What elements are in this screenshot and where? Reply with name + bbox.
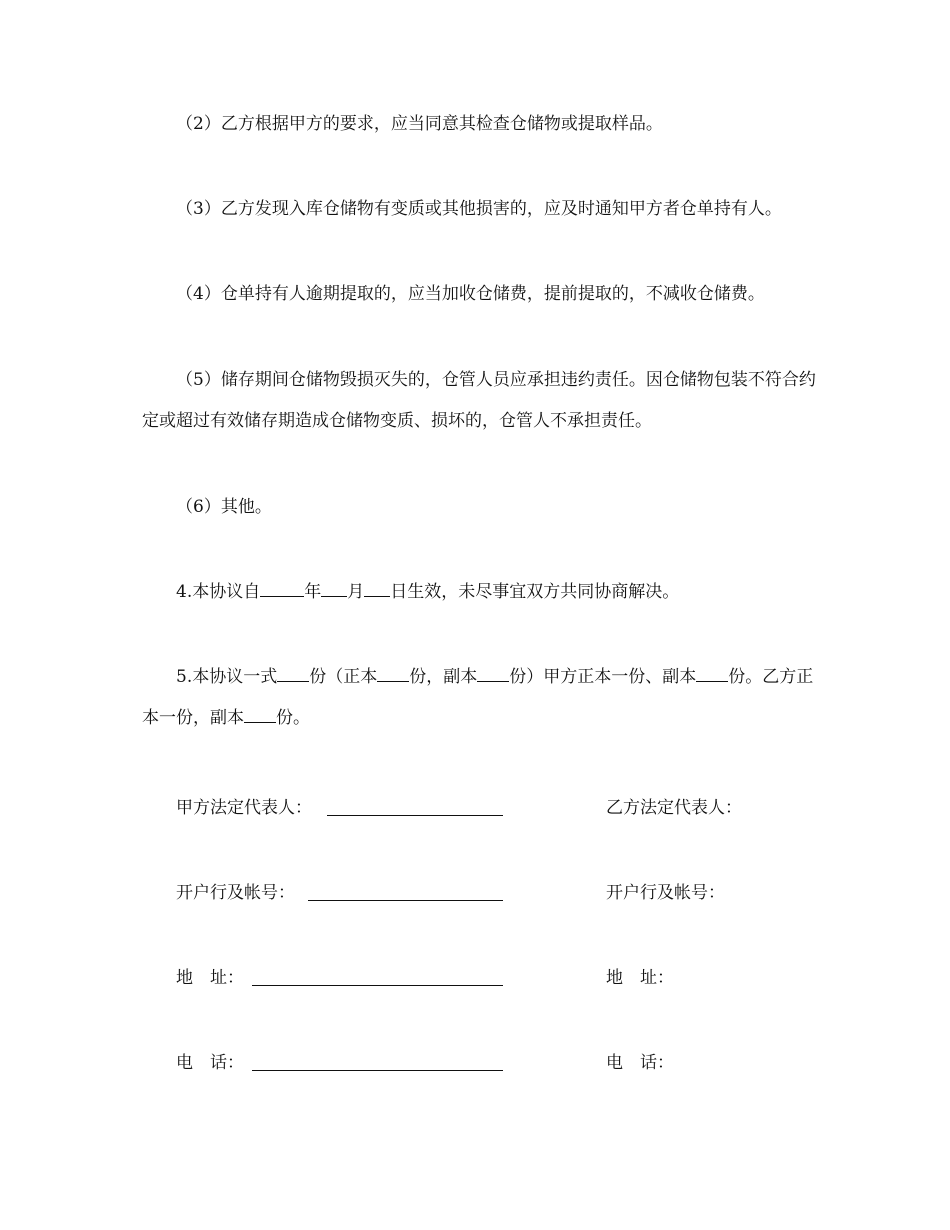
article-5-part6: 份。 [276, 708, 310, 728]
party-a-address-label: 地 址： [176, 968, 244, 988]
clause-4: （4）仓单持有人逾期提取的，应当加收仓储费，提前提取的，不减收仓储费。 [176, 284, 765, 304]
duplicates-blank[interactable] [477, 664, 509, 682]
signature-row-address [176, 963, 816, 993]
article-5-part1: 5.本协议一式 [176, 667, 278, 687]
party-a-rep-label: 甲方法定代表人： [176, 798, 312, 818]
clause-5: （5）储存期间仓储物毁损灭失的，仓管人员应承担违约责任。因仓储物包装不符合约定或超过有效储存期造成仓储物变质、损坏的，仓管人不承担责任。 [142, 370, 816, 431]
article-5-part4: 份）甲方正本一份、副本 [509, 667, 697, 687]
party-a-duplicates-blank[interactable] [696, 664, 728, 682]
originals-blank[interactable] [377, 664, 409, 682]
clause-6: （6）其他。 [176, 497, 272, 517]
article-5-part2: 份（正本 [309, 667, 378, 687]
article-4-prefix: 4.本协议自 [176, 582, 261, 602]
party-b-phone-label: 电 话： [606, 1053, 674, 1073]
day-blank[interactable] [364, 579, 390, 597]
signature-row-representative [176, 793, 816, 823]
article-5 [142, 657, 818, 739]
party-b-bank-label: 开户行及帐号： [606, 883, 725, 903]
party-a-bank-line[interactable] [308, 900, 503, 901]
clause-3: （3）乙方发现入库仓储物有变质或其他损害的，应及时通知甲方者仓单持有人。 [176, 199, 782, 219]
signature-row-phone [176, 1048, 816, 1078]
article-4-suffix: 日生效，未尽事宜双方共同协商解决。 [390, 582, 680, 602]
article-4-year: 年 [304, 582, 322, 602]
party-a-phone-label: 电 话： [176, 1053, 244, 1073]
article-4-month: 月 [347, 582, 365, 602]
signature-row-bank [176, 878, 816, 908]
party-a-phone-line[interactable] [252, 1070, 503, 1071]
party-a-rep-line[interactable] [327, 815, 503, 816]
clause-2: （2）乙方根据甲方的要求，应当同意其检查仓储物或提取样品。 [176, 114, 663, 134]
copies-blank[interactable] [277, 664, 309, 682]
article-5-part5: 份。乙方正本一份，副本 [142, 667, 814, 728]
party-b-rep-label: 乙方法定代表人： [606, 798, 742, 818]
party-a-address-line[interactable] [252, 985, 503, 986]
article-4 [142, 572, 818, 613]
year-blank[interactable] [260, 579, 304, 597]
month-blank[interactable] [321, 579, 347, 597]
article-5-part3: 份，副本 [409, 667, 478, 687]
party-b-address-label: 地 址： [606, 968, 674, 988]
party-b-duplicates-blank[interactable] [244, 705, 276, 723]
party-a-bank-label: 开户行及帐号： [176, 883, 295, 903]
